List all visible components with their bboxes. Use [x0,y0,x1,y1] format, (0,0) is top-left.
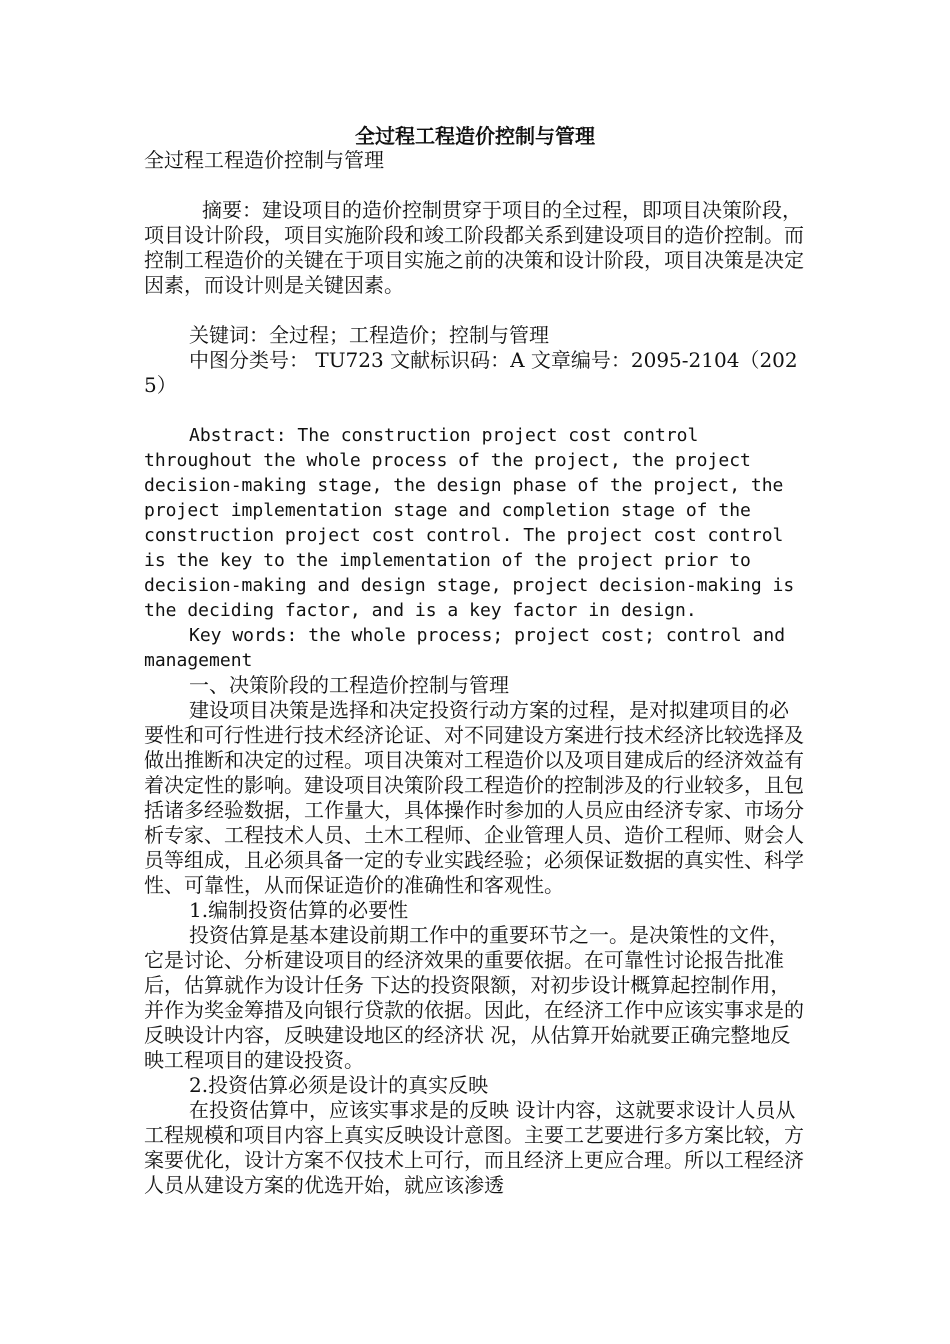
spacer [144,398,808,423]
spacer [144,173,808,198]
document-title: 全过程工程造价控制与管理 [355,124,595,148]
document-subtitle: 全过程工程造价控制与管理 [144,148,384,172]
abstract-cn: 摘要：建设项目的造价控制贯穿于项目的全过程，即项目决策阶段，项目设计阶段，项目实施阶段和竣工阶段都关系到建设项目的造价控制。而控制工程造价的关键在于项目实施之前的决策和设计阶段，项目决策是决定因素，而设计则是关键因素。 [144,198,804,297]
keywords-en: Key words: the whole process; project cost; control and management [144,625,786,671]
classification-line: 中图分类号： TU723 文献标识码：A 文章编号：2095-2104（2025） [144,348,798,397]
abstract-en: Abstract: The construction project cost control throughout the whole process of the project, the project decision-making stage, the design phase of the project, the project implementation stage and completion stage of the construction project cost control. The project cost control is the key to the implementation of the project prior to decision-making and design stage, project decision-making is the deciding factor, and is a key factor in design. [144,425,795,621]
spacer [144,298,808,323]
sub1-paragraph: 投资估算是基本建设前期工作中的重要环节之一。是决策性的文件，它是讨论、分析建设项目的经济效果的重要依据。在可靠性讨论报告批准后，估算就作为设计任务 下达的投资限额，对初步设计概算起控制作用，并作为奖金筹措及向银行贷款的依据。因此，在经济工作中应该实事求是的反映设计内容，反映建设地区的经济状 况，从估算开始就要正确完整地反映工程项目的建设投资。 [144,923,804,1072]
sub2-paragraph: 在投资估算中，应该实事求是的反映 设计内容，这就要求设计人员从工程规模和项目内容上真实反映设计意图。主要工艺要进行多方案比较，方案要优化，设计方案不仅技术上可行，而且经济上更应合理。所以工程经济人员从建设方案的优选开始，就应该渗透 [144,1098,804,1197]
sub2-heading: 2.投资估算必须是设计的真实反映 [189,1073,489,1097]
keywords-cn: 关键词：全过程；工程造价；控制与管理 [189,323,549,347]
document-body [144,148,808,1198]
sub1-heading: 1.编制投资估算的必要性 [189,898,409,922]
section1-paragraph: 建设项目决策是选择和决定投资行动方案的过程，是对拟建项目的必要性和可行性进行技术经济论证、对不同建设方案进行技术经济比较选择及做出推断和决定的过程。项目决策对工程造价以及项目建成后的经济效益有着决定性的影响。建设项目决策阶段工程造价的控制涉及的行业较多，且包括诸多经验数据，工作量大，具体操作时参加的人员应由经济专家、市场分析专家、工程技术人员、土木工程师、企业管理人员、造价工程师、财会人员等组成，且必须具备一定的专业实践经验；必须保证数据的真实性、科学性、可靠性，从而保证造价的准确性和客观性。 [144,698,804,897]
section1-heading: 一、决策阶段的工程造价控制与管理 [189,673,509,697]
